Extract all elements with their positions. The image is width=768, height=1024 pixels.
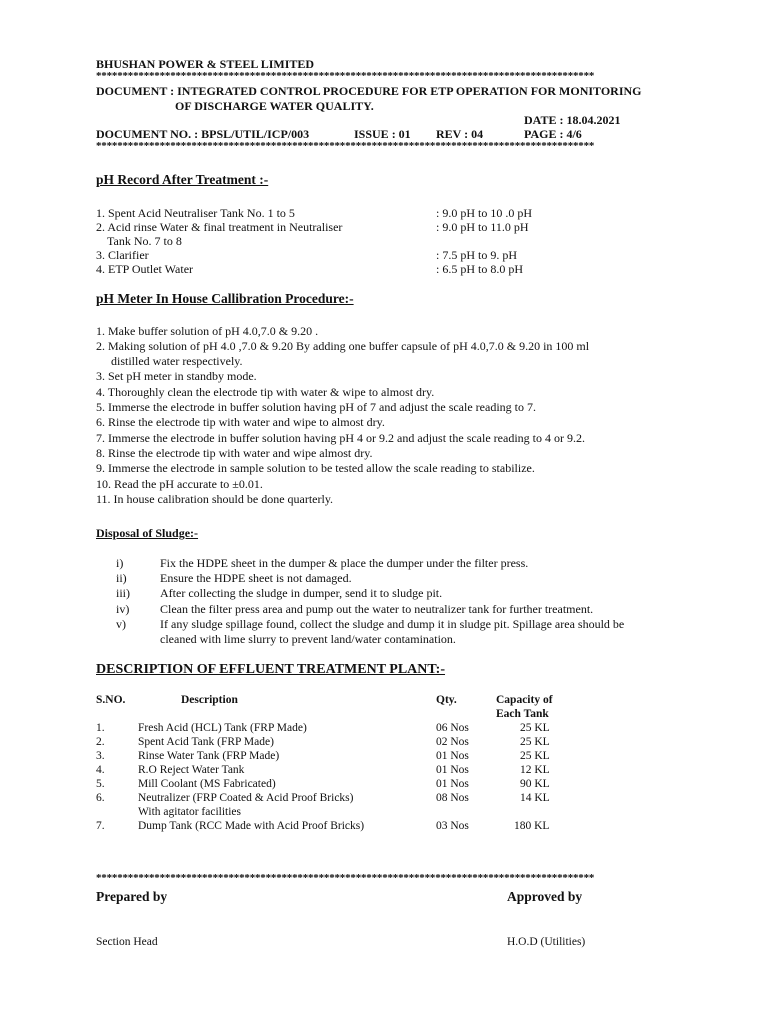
etp-header-description: Description bbox=[181, 694, 238, 706]
etp-row-sno: 1. bbox=[96, 722, 105, 734]
sludge-item-text: After collecting the sludge in dumper, send it to sludge pit. bbox=[160, 586, 443, 600]
etp-row-sno: 2. bbox=[96, 736, 105, 748]
document-page: PAGE : 4/6 bbox=[524, 127, 582, 141]
calibration-step: 3. Set pH meter in standby mode. bbox=[96, 369, 257, 383]
calibration-step: 7. Immerse the electrode in buffer solution having pH 4 or 9.2 and adjust the scale reading to 4 or 9.2. bbox=[96, 431, 585, 445]
calibration-step: 10. Read the pH accurate to ±0.01. bbox=[96, 477, 263, 491]
etp-row-capacity: 25 KL bbox=[520, 736, 550, 748]
etp-row-capacity: 180 KL bbox=[514, 820, 550, 832]
calibration-step: 6. Rinse the electrode tip with water and wipe to almost dry. bbox=[96, 415, 385, 429]
etp-row-sno: 3. bbox=[96, 750, 105, 762]
etp-header-capacity: Capacity of bbox=[496, 694, 553, 706]
ph-record-value: : 9.0 pH to 10 .0 pH bbox=[436, 206, 532, 220]
etp-row-capacity: 25 KL bbox=[520, 722, 550, 734]
star-divider-footer: ********************************************************************************************** bbox=[96, 872, 595, 884]
etp-row-qty: 02 Nos bbox=[436, 736, 469, 748]
etp-row-qty: 03 Nos bbox=[436, 820, 469, 832]
ph-record-label: 1. Spent Acid Neutraliser Tank No. 1 to 5 bbox=[96, 206, 295, 220]
ph-record-label: 2. Acid rinse Water & final treatment in Neutraliser bbox=[96, 220, 343, 234]
star-divider-top: ********************************************************************************************** bbox=[96, 70, 595, 82]
calibration-step: 8. Rinse the electrode tip with water and wipe almost dry. bbox=[96, 446, 373, 460]
sludge-item-text: If any sludge spillage found, collect the sludge and dump it in sludge pit. Spillage area should be bbox=[160, 617, 625, 631]
etp-header-qty: Qty. bbox=[436, 694, 457, 706]
etp-row-qty: 01 Nos bbox=[436, 750, 469, 762]
etp-row-description: Spent Acid Tank (FRP Made) bbox=[138, 736, 274, 748]
etp-row-qty: 01 Nos bbox=[436, 778, 469, 790]
sludge-item-text: cleaned with lime slurry to prevent land/water contamination. bbox=[160, 632, 456, 646]
etp-row-qty: 06 Nos bbox=[436, 722, 469, 734]
etp-row-capacity: 90 KL bbox=[520, 778, 550, 790]
ph-record-value: : 7.5 pH to 9. pH bbox=[436, 248, 517, 262]
etp-row-description: Rinse Water Tank (FRP Made) bbox=[138, 750, 280, 762]
document-rev: REV : 04 bbox=[436, 127, 484, 141]
document-number: DOCUMENT NO. : BPSL/UTIL/ICP/003 bbox=[96, 127, 310, 141]
sludge-item-number: ii) bbox=[116, 571, 127, 585]
etp-row-capacity: 12 KL bbox=[520, 764, 550, 776]
etp-row-description: R.O Reject Water Tank bbox=[138, 764, 245, 776]
sludge-item-number: iv) bbox=[116, 602, 130, 616]
etp-row-sno: 7. bbox=[96, 820, 105, 832]
sludge-item-number: i) bbox=[116, 556, 124, 570]
document-title-line2: OF DISCHARGE WATER QUALITY. bbox=[175, 99, 374, 113]
etp-row-capacity: 25 KL bbox=[520, 750, 550, 762]
approved-by-label: Approved by bbox=[507, 889, 583, 904]
ph-record-label: Tank No. 7 to 8 bbox=[107, 234, 182, 248]
sludge-title: Disposal of Sludge:- bbox=[96, 526, 199, 540]
prepared-by-label: Prepared by bbox=[96, 889, 168, 904]
etp-row-sno: 6. bbox=[96, 792, 105, 804]
etp-row-qty: 01 Nos bbox=[436, 764, 469, 776]
hod-utilities-label: H.O.D (Utilities) bbox=[507, 936, 586, 948]
ph-record-value: : 9.0 pH to 11.0 pH bbox=[436, 220, 529, 234]
etp-title: DESCRIPTION OF EFFLUENT TREATMENT PLANT:- bbox=[96, 662, 446, 677]
calibration-step: 4. Thoroughly clean the electrode tip with water & wipe to almost dry. bbox=[96, 385, 435, 399]
etp-row-description: Fresh Acid (HCL) Tank (FRP Made) bbox=[138, 722, 307, 734]
company-name: BHUSHAN POWER & STEEL LIMITED bbox=[96, 57, 315, 71]
document-title-line1: DOCUMENT : INTEGRATED CONTROL PROCEDURE FOR ETP OPERATION FOR MONITORING bbox=[96, 84, 642, 98]
etp-row-qty: 08 Nos bbox=[436, 792, 469, 804]
sludge-item-text: Ensure the HDPE sheet is not damaged. bbox=[160, 571, 352, 585]
section-head-label: Section Head bbox=[96, 936, 158, 948]
sludge-item-text: Clean the filter press area and pump out the water to neutralizer tank for further treatment. bbox=[160, 602, 594, 616]
etp-header-capacity-line2: Each Tank bbox=[496, 708, 549, 720]
etp-row-description: With agitator facilities bbox=[138, 806, 242, 818]
calibration-step: 2. Making solution of pH 4.0 ,7.0 & 9.20 By adding one buffer capsule of pH 4.0,7.0 & 9.20 in 100 ml bbox=[96, 339, 590, 353]
etp-row-description: Neutralizer (FRP Coated & Acid Proof Bricks) bbox=[138, 792, 354, 804]
document-date: DATE : 18.04.2021 bbox=[524, 113, 621, 127]
document-issue: ISSUE : 01 bbox=[354, 127, 411, 141]
calibration-step: 9. Immerse the electrode in sample solution to be tested allow the scale reading to stabilize. bbox=[96, 461, 535, 475]
sludge-item-number: v) bbox=[116, 617, 126, 631]
etp-row-sno: 5. bbox=[96, 778, 105, 790]
ph-record-title: pH Record After Treatment :- bbox=[96, 172, 269, 187]
calibration-step: distilled water respectively. bbox=[111, 354, 243, 368]
calibration-step: 1. Make buffer solution of pH 4.0,7.0 & 9.20 . bbox=[96, 324, 319, 338]
sludge-item-text: Fix the HDPE sheet in the dumper & place the dumper under the filter press. bbox=[160, 556, 529, 570]
calibration-step: 5. Immerse the electrode in buffer solution having pH of 7 and adjust the scale reading to 7. bbox=[96, 400, 536, 414]
etp-header-sno: S.NO. bbox=[96, 694, 126, 706]
star-divider-header-bottom: ********************************************************************************************** bbox=[96, 140, 595, 152]
ph-record-label: 3. Clarifier bbox=[96, 248, 149, 262]
etp-row-description: Dump Tank (RCC Made with Acid Proof Bricks) bbox=[138, 820, 365, 832]
etp-row-description: Mill Coolant (MS Fabricated) bbox=[138, 778, 276, 790]
etp-row-sno: 4. bbox=[96, 764, 105, 776]
sludge-item-number: iii) bbox=[116, 586, 130, 600]
ph-record-value: : 6.5 pH to 8.0 pH bbox=[436, 262, 523, 276]
calibration-title: pH Meter In House Callibration Procedure:- bbox=[96, 291, 354, 306]
calibration-step: 11. In house calibration should be done quarterly. bbox=[96, 492, 334, 506]
etp-row-capacity: 14 KL bbox=[520, 792, 550, 804]
ph-record-label: 4. ETP Outlet Water bbox=[96, 262, 194, 276]
